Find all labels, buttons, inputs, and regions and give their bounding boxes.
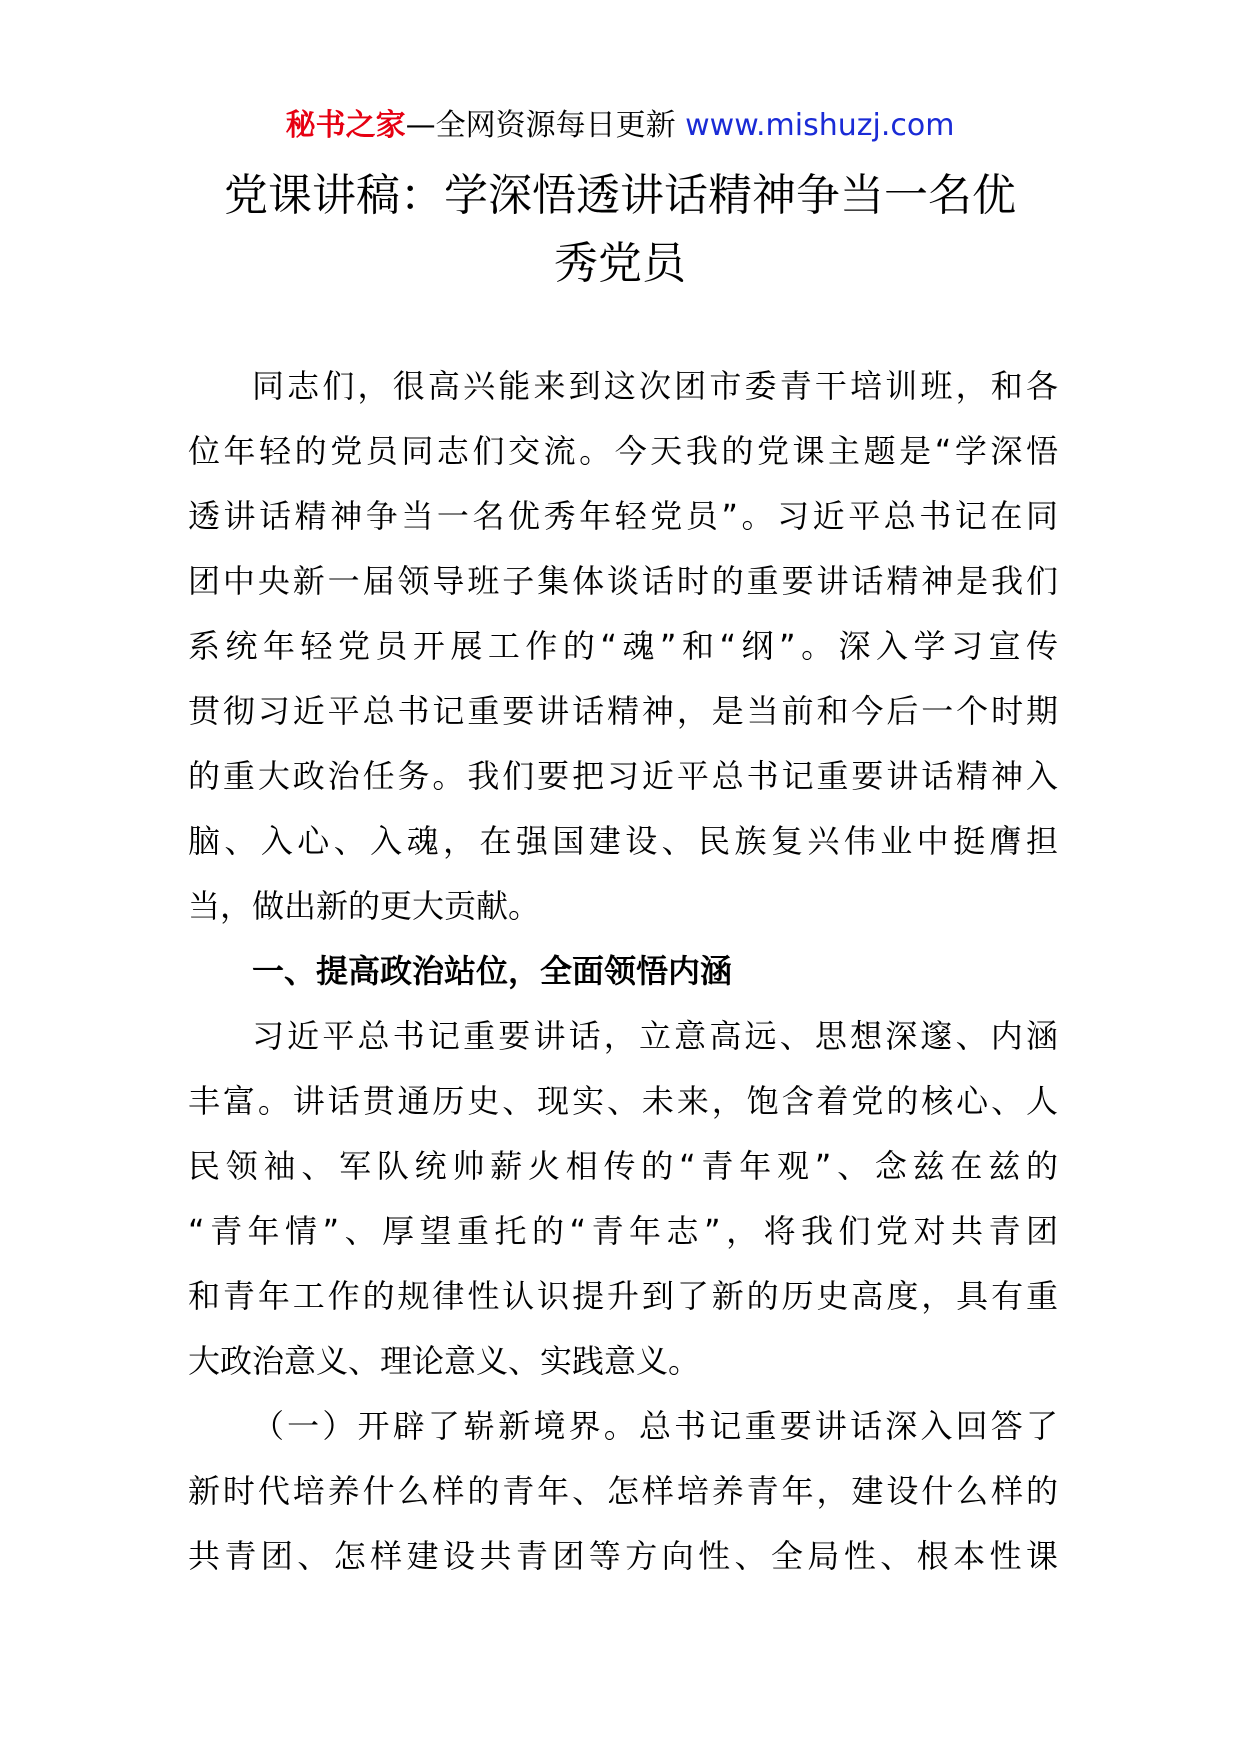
title-line-1: 党课讲稿：学深悟透讲话精神争当一名优 [224,170,1016,221]
body-line: 脑、入心、入魂，在强国建设、民族复兴伟业中挺膺担 [188,822,1058,860]
body-line: 大政治意义、理论意义、实践意义。 [188,1342,701,1380]
body-line: 的重大政治任务。我们要把习近平总书记重要讲话精神入 [188,757,1058,795]
body-line: 同志们，很高兴能来到这次团市委青干培训班，和各 [252,367,1058,405]
body-line: 新时代培养什么样的青年、怎样培养青年，建设什么样的 [188,1472,1058,1510]
body-line: 团中央新一届领导班子集体谈话时的重要讲话精神是我们 [188,562,1058,600]
body-line: （一）开辟了崭新境界。总书记重要讲话深入回答了 [252,1407,1058,1445]
body-line: 当，做出新的更大贡献。 [188,887,541,925]
document-body [188,354,1058,1589]
section-heading: 一、提高政治站位，全面领悟内涵 [252,952,733,990]
body-line: 民领袖、军队统帅薪火相传的“青年观”、念兹在兹的 [188,1147,1058,1185]
document-title [0,162,1240,298]
body-line: 位年轻的党员同志们交流。今天我的党课主题是“学深悟 [188,432,1058,470]
site-header [0,98,1240,154]
body-line: 系统年轻党员开展工作的“魂”和“纲”。深入学习宣传 [188,627,1058,665]
body-line: 丰富。讲话贯通历史、现实、未来，饱含着党的核心、人 [188,1082,1058,1120]
site-url-link[interactable]: www.mishuzj.com [685,108,955,143]
body-line: 习近平总书记重要讲话，立意高远、思想深邃、内涵 [252,1017,1058,1055]
body-line: “青年情”、厚望重托的“青年志”，将我们党对共青团 [188,1212,1058,1250]
body-line: 和青年工作的规律性认识提升到了新的历史高度，具有重 [188,1277,1058,1315]
body-line: 共青团、怎样建设共青团等方向性、全局性、根本性课 [188,1537,1058,1575]
body-line: 透讲话精神争当一名优秀年轻党员”。习近平总书记在同 [188,497,1058,535]
title-line-2: 秀党员 [554,238,686,289]
brand-name: 秘书之家 [285,108,406,143]
body-line: 贯彻习近平总书记重要讲话精神，是当前和今后一个时期 [188,692,1058,730]
header-tagline: —全网资源每日更新 [405,108,686,143]
